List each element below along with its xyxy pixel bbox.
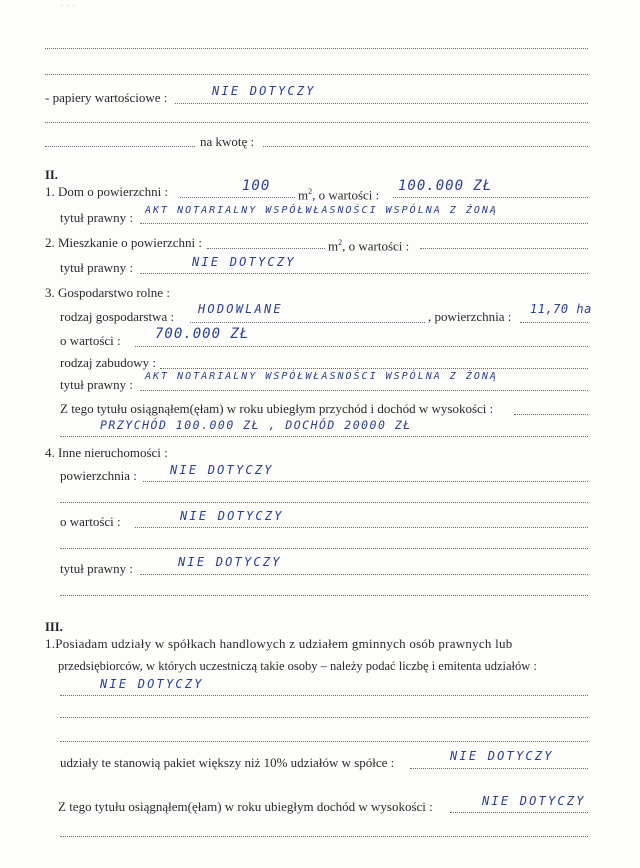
house-title-line [140, 223, 588, 224]
securities-field-line [175, 103, 588, 104]
flat-area-label: 2. Mieszkanie o powierzchni : [45, 235, 203, 250]
farm-heading: 3. Gospodarstwo rolne : [45, 285, 170, 300]
dotted-line [60, 717, 588, 718]
dotted-line [45, 48, 588, 49]
farm-type-label: rodzaj gospodarstwa : [60, 309, 175, 324]
section-iii-heading: III. [45, 620, 63, 634]
dotted-line [45, 146, 195, 147]
flat-area-line[interactable] [207, 248, 325, 249]
farm-title-label: tytuł prawny : [60, 377, 133, 392]
farm-title-line [140, 390, 588, 391]
house-title-value[interactable]: AKT NOTARIALNY WSPÓŁWŁASNOŚCI WSPÓLNA Z ŻONĄ [145, 205, 498, 216]
dotted-line [60, 548, 588, 549]
dotted-line [45, 122, 588, 123]
package-line [410, 768, 588, 769]
securities-value[interactable]: NIE DOTYCZY [212, 84, 316, 98]
shares-value[interactable]: NIE DOTYCZY [100, 677, 204, 691]
other-title-value[interactable]: NIE DOTYCZY [178, 555, 282, 569]
farm-value[interactable]: 700.000 ZŁ [155, 326, 250, 342]
other-title-line [140, 574, 588, 575]
farm-buildings-line[interactable] [160, 368, 588, 369]
section-ii-heading: II. [45, 168, 58, 182]
farm-title-value[interactable]: AKT NOTARIALNY WSPÓŁWŁASNOŚCI WSPÓLNA Z ŻONĄ [145, 371, 498, 382]
securities-label: - papiery wartościowe : [45, 90, 168, 105]
farm-area-label: , powierzchnia : [428, 309, 512, 324]
flat-area-unit: $m^2$, o wartości : [328, 238, 410, 254]
amount-label: na kwotę : [200, 134, 255, 149]
dotted-line [45, 74, 588, 75]
farm-area-value[interactable]: 11,70 ha [530, 302, 592, 316]
other-area-value[interactable]: NIE DOTYCZY [170, 463, 274, 477]
farm-income-label: Z tego tytułu osiągnąłem(ęłam) w roku ubiegłym przychód i dochód w wysokości : [60, 401, 494, 416]
farm-value-line [135, 346, 588, 347]
flat-title-line [140, 273, 588, 274]
shares-income-value[interactable]: NIE DOTYCZY [482, 794, 586, 808]
other-value-line [135, 527, 588, 528]
dotted-line [60, 836, 588, 837]
farm-value-label: o wartości : [60, 333, 121, 348]
house-area-unit: $m^2$, o wartości : [298, 187, 380, 203]
farm-type-line [190, 322, 425, 323]
farm-type-value[interactable]: HODOWLANE [198, 302, 283, 316]
house-value-line [393, 197, 588, 198]
house-area-value[interactable]: 100 [242, 178, 271, 194]
farm-income-value[interactable]: PRZYCHÓD 100.000 ZŁ , DOCHÓD 20000 ZŁ [100, 418, 412, 432]
house-value[interactable]: 100.000 ZŁ [398, 178, 493, 194]
house-area-line [180, 197, 295, 198]
other-title-label: tytuł prawny : [60, 561, 133, 576]
dotted-line [60, 741, 588, 742]
shares-question-line1: 1.Posiadam udziały w spółkach handlowych z udziałem gminnych osób prawnych lub [45, 636, 513, 651]
house-title-label: tytuł prawny : [60, 210, 133, 225]
flat-title-value[interactable]: NIE DOTYCZY [192, 255, 296, 269]
farm-area-line [520, 322, 588, 323]
shares-answer-line [60, 695, 588, 696]
dotted-line [514, 414, 588, 415]
flat-title-label: tytuł prawny : [60, 260, 133, 275]
other-value[interactable]: NIE DOTYCZY [180, 509, 284, 523]
farm-income-line [60, 436, 588, 437]
farm-buildings-label: rodzaj zabudowy : [60, 355, 157, 370]
other-heading: 4. Inne nieruchomości : [45, 445, 168, 460]
other-value-label: o wartości : [60, 514, 121, 529]
shares-question-line2: przedsiębiorców, w których uczestniczą takie osoby – należy podać liczbę i emitenta udziałów : [58, 659, 537, 673]
house-area-label: 1. Dom o powierzchni : [45, 184, 169, 199]
package-value[interactable]: NIE DOTYCZY [450, 749, 554, 763]
dotted-line [60, 595, 588, 596]
amount-field-line[interactable] [263, 146, 588, 147]
flat-value-line[interactable] [420, 248, 588, 249]
other-area-label: powierzchnia : [60, 468, 137, 483]
shares-income-label: Z tego tytułu osiągnąłem(ęłam) w roku ubiegłym dochód w wysokości : [58, 799, 433, 814]
shares-income-line [450, 812, 588, 813]
other-area-line [143, 481, 588, 482]
bleed-through-text: · · · [60, 0, 76, 11]
package-label: udziały te stanowią pakiet większy niż 10% udziałów w spółce : [60, 755, 395, 770]
dotted-line [60, 502, 588, 503]
